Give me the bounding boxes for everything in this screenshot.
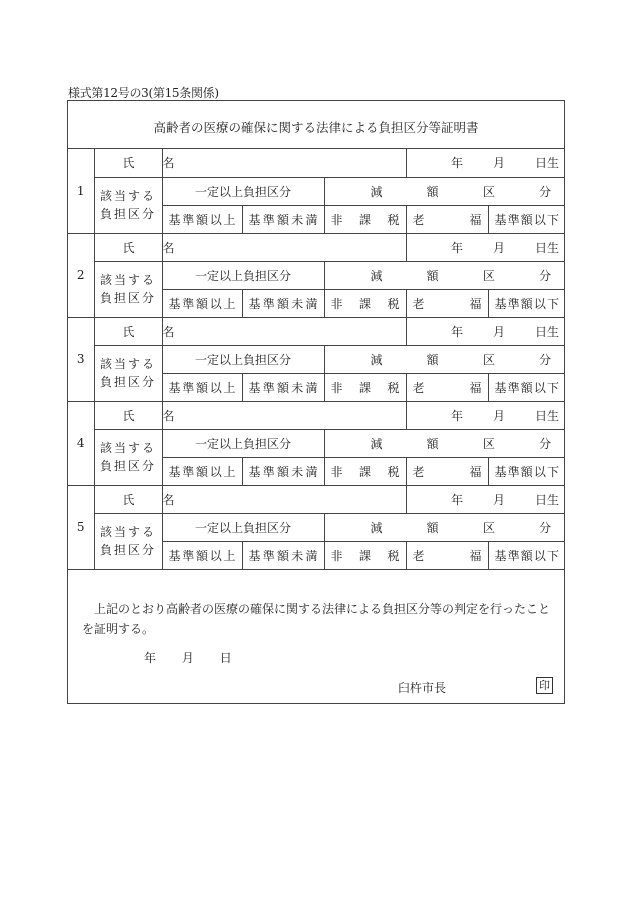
birth-date-field[interactable]: [406, 401, 565, 429]
non-taxable-option[interactable]: 非課税: [324, 205, 406, 233]
birth-date-field[interactable]: [406, 233, 565, 261]
birth-month-label: 月: [493, 408, 506, 423]
category-label: 該当する負担区分: [94, 513, 162, 569]
fixed-burden-header: 一定以上負担区分: [162, 177, 324, 205]
issue-month-label: 月: [181, 651, 194, 665]
birth-month-label: 月: [493, 492, 506, 507]
birth-year-label: 年: [450, 324, 463, 339]
above-standard-option[interactable]: 基準額以上: [162, 541, 242, 569]
birth-date-field[interactable]: [406, 485, 565, 513]
elderly-welfare-option[interactable]: 老福: [406, 205, 488, 233]
name-label: 氏名: [94, 233, 162, 261]
elderly-welfare-option[interactable]: 老福: [406, 373, 488, 401]
fixed-burden-header: 一定以上負担区分: [162, 345, 324, 373]
reduction-header: 減額区分: [324, 513, 565, 541]
entry-number: 2: [68, 233, 94, 317]
birth-day-label: 日生: [535, 324, 560, 339]
below-standard-option[interactable]: 基準額未満: [242, 457, 324, 485]
entry-number: 4: [68, 401, 94, 485]
reduction-header: 減額区分: [324, 345, 565, 373]
name-label: 氏名: [94, 317, 162, 345]
entry-name-row: [68, 233, 565, 261]
issuer-name: 臼杵市長: [398, 681, 447, 695]
elderly-welfare-option[interactable]: 老福: [406, 457, 488, 485]
reduction-header: 減額区分: [324, 261, 565, 289]
birth-day-label: 日生: [535, 240, 560, 255]
category-label: 該当する負担区分: [94, 345, 162, 401]
entry-category-row: [68, 177, 565, 205]
below-standard-option[interactable]: 基準額未満: [242, 289, 324, 317]
above-standard-option[interactable]: 基準額以上: [162, 373, 242, 401]
entry-category-row: [68, 261, 565, 289]
birth-month-label: 月: [493, 156, 506, 171]
standard-or-below-option[interactable]: 基準額以下: [488, 289, 565, 317]
name-label: 氏名: [94, 485, 162, 513]
entry-category-row: [68, 513, 565, 541]
certificate-frame: [67, 100, 565, 704]
birth-month-label: 月: [493, 240, 506, 255]
above-standard-option[interactable]: 基準額以上: [162, 205, 242, 233]
non-taxable-option[interactable]: 非課税: [324, 289, 406, 317]
non-taxable-option[interactable]: 非課税: [324, 373, 406, 401]
below-standard-option[interactable]: 基準額未満: [242, 541, 324, 569]
birth-date-field[interactable]: [406, 149, 565, 177]
entries-table: [68, 149, 565, 570]
entry-number: 1: [68, 149, 94, 233]
above-standard-option[interactable]: 基準額以上: [162, 289, 242, 317]
below-standard-option[interactable]: 基準額未満: [242, 205, 324, 233]
category-label: 該当する負担区分: [94, 177, 162, 233]
entry-name-row: [68, 485, 565, 513]
issue-day-label: 日: [219, 651, 232, 665]
entry-category-row: [68, 429, 565, 457]
birth-year-label: 年: [450, 156, 463, 171]
birth-day-label: 日生: [535, 408, 560, 423]
entry-name-row: [68, 401, 565, 429]
certification-statement: 上記のとおり高齢者の医療の確保に関する法律による負担区分等の判定を行ったことを証明する。: [82, 602, 551, 636]
name-label: 氏名: [94, 401, 162, 429]
birth-day-label: 日生: [535, 156, 560, 171]
issue-year-label: 年: [144, 651, 157, 665]
entry-number: 5: [68, 485, 94, 569]
elderly-welfare-option[interactable]: 老福: [406, 541, 488, 569]
reduction-header: 減額区分: [324, 177, 565, 205]
seal-mark: 印: [536, 677, 553, 694]
standard-or-below-option[interactable]: 基準額以下: [488, 205, 565, 233]
entry-name-row: [68, 317, 565, 345]
above-standard-option[interactable]: 基準額以上: [162, 457, 242, 485]
standard-or-below-option[interactable]: 基準額以下: [488, 457, 565, 485]
fixed-burden-header: 一定以上負担区分: [162, 513, 324, 541]
category-label: 該当する負担区分: [94, 429, 162, 485]
birth-year-label: 年: [450, 240, 463, 255]
reduction-header: 減額区分: [324, 429, 565, 457]
entry-number: 3: [68, 317, 94, 401]
non-taxable-option[interactable]: 非課税: [324, 541, 406, 569]
elderly-welfare-option[interactable]: 老福: [406, 289, 488, 317]
category-label: 該当する負担区分: [94, 261, 162, 317]
standard-or-below-option[interactable]: 基準額以下: [488, 541, 565, 569]
non-taxable-option[interactable]: 非課税: [324, 457, 406, 485]
birth-month-label: 月: [493, 324, 506, 339]
standard-or-below-option[interactable]: 基準額以下: [488, 373, 565, 401]
fixed-burden-header: 一定以上負担区分: [162, 429, 324, 457]
fixed-burden-header: 一定以上負担区分: [162, 261, 324, 289]
below-standard-option[interactable]: 基準額未満: [242, 373, 324, 401]
birth-year-label: 年: [450, 492, 463, 507]
form-number-label: 様式第12号の3(第15条関係): [68, 86, 219, 100]
certificate-title: 高齢者の医療の確保に関する法律による負担区分等証明書: [153, 120, 479, 135]
birth-day-label: 日生: [535, 492, 560, 507]
birth-date-field[interactable]: [406, 317, 565, 345]
birth-year-label: 年: [450, 408, 463, 423]
entry-name-row: [68, 149, 565, 177]
name-label: 氏名: [94, 149, 162, 177]
issue-date: [144, 649, 254, 666]
entry-category-row: [68, 345, 565, 373]
